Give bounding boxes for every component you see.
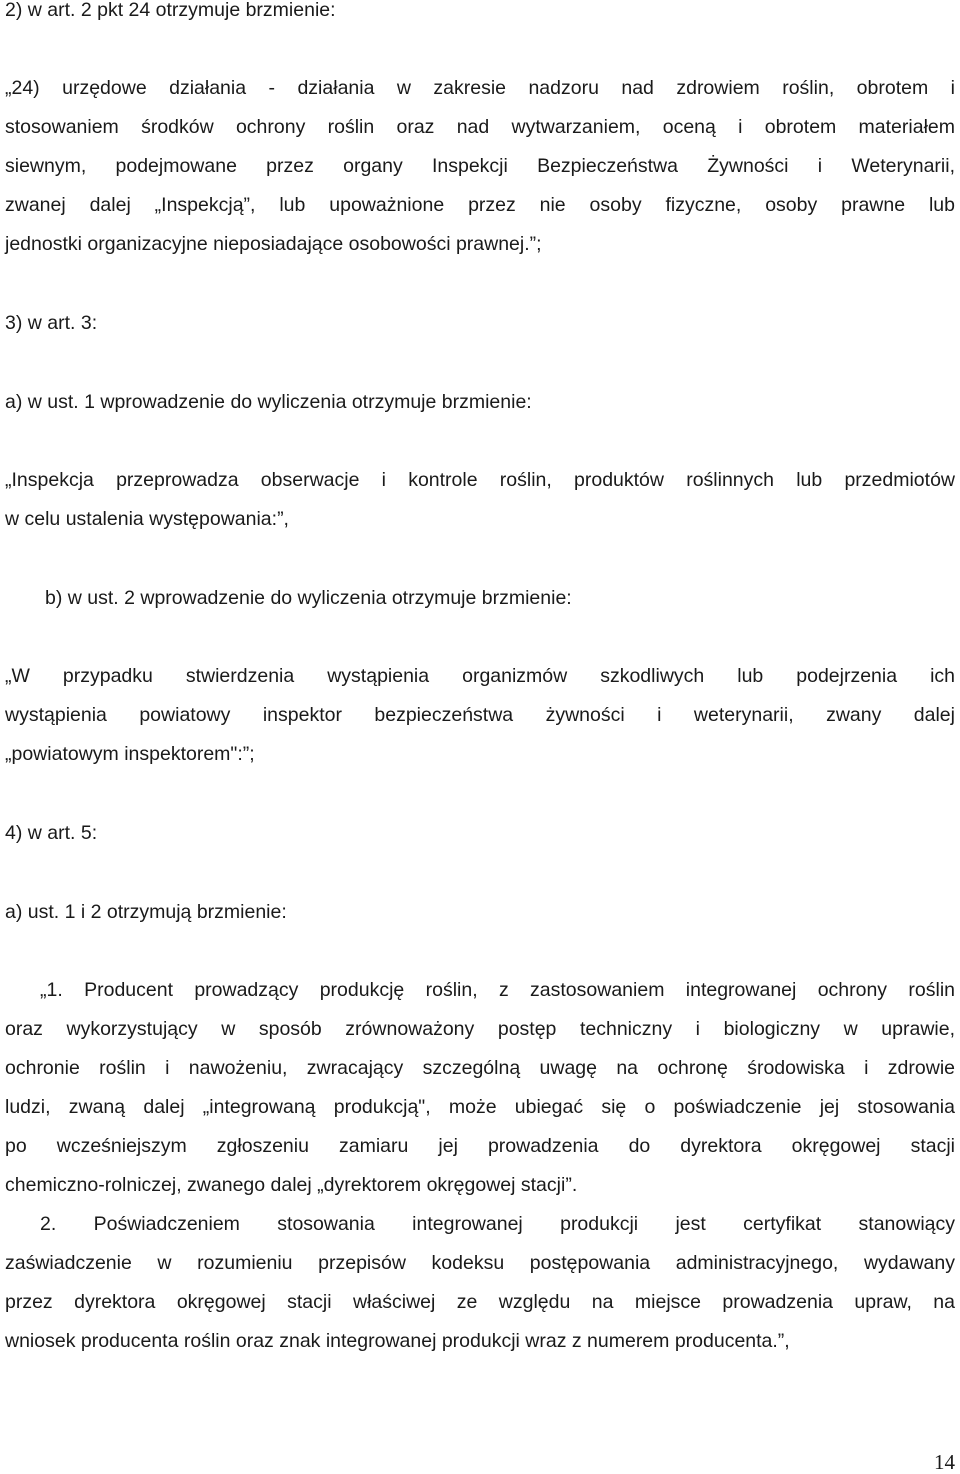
text-line: przez dyrektora okręgowej stacji właściwej ze względu na miejsce prowadzenia upraw, na: [5, 1291, 955, 1313]
text-line: a) w ust. 1 wprowadzenie do wyliczenia otrzymuje brzmienie:: [5, 391, 532, 413]
text-line: wniosek producenta roślin oraz znak integrowanej produkcji wraz z numerem producenta.”,: [5, 1330, 790, 1352]
text-line: siewnym, podejmowane przez organy Inspekcji Bezpieczeństwa Żywności i Weterynarii,: [5, 155, 955, 177]
text-line: w celu ustalenia występowania:”,: [5, 508, 289, 530]
text-line: b) w ust. 2 wprowadzenie do wyliczenia otrzymuje brzmienie:: [45, 587, 572, 609]
text-line: po wcześniejszym zgłoszeniu zamiaru jej prowadzenia do dyrektora okręgowej stacji: [5, 1135, 955, 1157]
text-line: jednostki organizacyjne nieposiadające osobowości prawnej.”;: [5, 233, 542, 255]
page-number: 14: [934, 1450, 955, 1474]
text-line: zwanej dalej „Inspekcją”, lub upoważnione przez nie osoby fizyczne, osoby prawne lub: [5, 194, 955, 216]
text-line: „24) urzędowe działania - działania w zakresie nadzoru nad zdrowiem roślin, obrotem i: [5, 77, 955, 99]
text-line: chemiczno-rolniczej, zwanego dalej „dyrektorem okręgowej stacji”.: [5, 1174, 578, 1196]
text-line: 2. Poświadczeniem stosowania integrowanej produkcji jest certyfikat stanowiący: [40, 1213, 955, 1235]
text-line: stosowaniem środków ochrony roślin oraz nad wytwarzaniem, oceną i obrotem materiałem: [5, 116, 955, 138]
text-line: 4) w art. 5:: [5, 822, 98, 844]
text-line: „W przypadku stwierdzenia wystąpienia organizmów szkodliwych lub podejrzenia ich: [5, 665, 955, 687]
text-line: a) ust. 1 i 2 otrzymują brzmienie:: [5, 901, 287, 923]
text-line: „powiatowym inspektorem":”;: [5, 743, 255, 765]
text-line: oraz wykorzystujący w sposób zrównoważony postęp techniczny i biologiczny w uprawie,: [5, 1018, 955, 1040]
text-line: ludzi, zwaną dalej „integrowaną produkcją", może ubiegać się o poświadczenie jej stosowania: [5, 1096, 955, 1118]
text-line: zaświadczenie w rozumieniu przepisów kodeksu postępowania administracyjnego, wydawany: [5, 1252, 955, 1274]
text-line: 2) w art. 2 pkt 24 otrzymuje brzmienie:: [5, 0, 336, 21]
text-line: wystąpienia powiatowy inspektor bezpieczeństwa żywności i weterynarii, zwany dalej: [5, 704, 955, 726]
text-line: „Inspekcja przeprowadza obserwacje i kontrole roślin, produktów roślinnych lub przedmiotów: [5, 469, 955, 491]
text-line: ochronie roślin i nawożeniu, zwracający szczególną uwagę na ochronę środowiska i zdrowie: [5, 1057, 955, 1079]
text-line: „1. Producent prowadzący produkcję roślin, z zastosowaniem integrowanej ochrony roślin: [40, 979, 955, 1001]
text-line: 3) w art. 3:: [5, 312, 98, 334]
